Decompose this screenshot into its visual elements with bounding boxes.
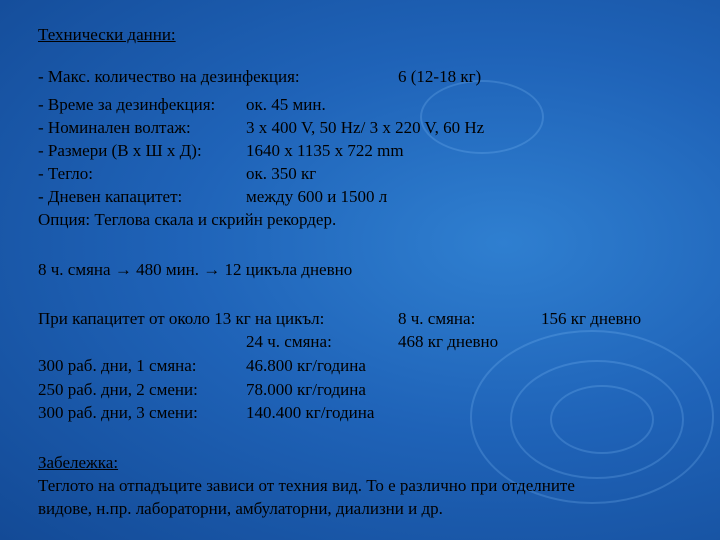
spec-value: 3 x 400 V, 50 Hz/ 3 x 220 V, 60 Hz (246, 118, 485, 137)
capacity-daily: 468 кг дневно (398, 332, 499, 351)
note-text: видове, н.пр. лабораторни, амбулаторни, диализни и др. (38, 499, 443, 518)
spec-value: ок. 45 мин. (246, 95, 326, 114)
page-title: Технически данни: (38, 25, 176, 44)
ripple-decoration (550, 385, 654, 454)
spec-value: между 600 и 1500 л (246, 187, 388, 206)
option-line: Опция: Теглова скала и скрийн рекордер. (38, 210, 337, 229)
yearly-label: 300 раб. дни, 1 смяна: (38, 356, 197, 375)
spec-label: - Номинален волтаж: (38, 118, 191, 137)
yearly-label: 250 раб. дни, 2 смени: (38, 380, 198, 399)
spec-value: 1640 x 1135 x 722 mm (246, 141, 404, 160)
spec-label: - Време за дезинфекция: (38, 95, 216, 114)
capacity-shift: 24 ч. смяна: (246, 332, 332, 351)
spec-value: 6 (12-18 кг) (398, 67, 482, 86)
capacity-shift: 8 ч. смяна: (398, 309, 476, 328)
note-text: Теглото на отпадъците зависи от техния вид. То е различно при отделните (38, 476, 575, 495)
yearly-value: 78.000 кг/година (246, 380, 366, 399)
note-title: Забележка: (38, 453, 119, 472)
ripple-decoration (510, 360, 684, 479)
yearly-value: 46.800 кг/година (246, 356, 366, 375)
yearly-value: 140.400 кг/година (246, 403, 375, 422)
spec-label: - Тегло: (38, 164, 94, 183)
capacity-intro: При капацитет от около 13 кг на цикъл: (38, 309, 325, 328)
spec-label: - Дневен капацитет: (38, 187, 183, 206)
shift-line: 8 ч. смяна → 480 мин. → 12 цикъла дневно (38, 260, 353, 279)
spec-label: - Макс. количество на дезинфекция: (38, 67, 300, 86)
capacity-daily: 156 кг дневно (541, 309, 642, 328)
spec-label: - Размери (В х Ш х Д): (38, 141, 202, 160)
yearly-label: 300 раб. дни, 3 смени: (38, 403, 198, 422)
spec-value: ок. 350 кг (246, 164, 317, 183)
